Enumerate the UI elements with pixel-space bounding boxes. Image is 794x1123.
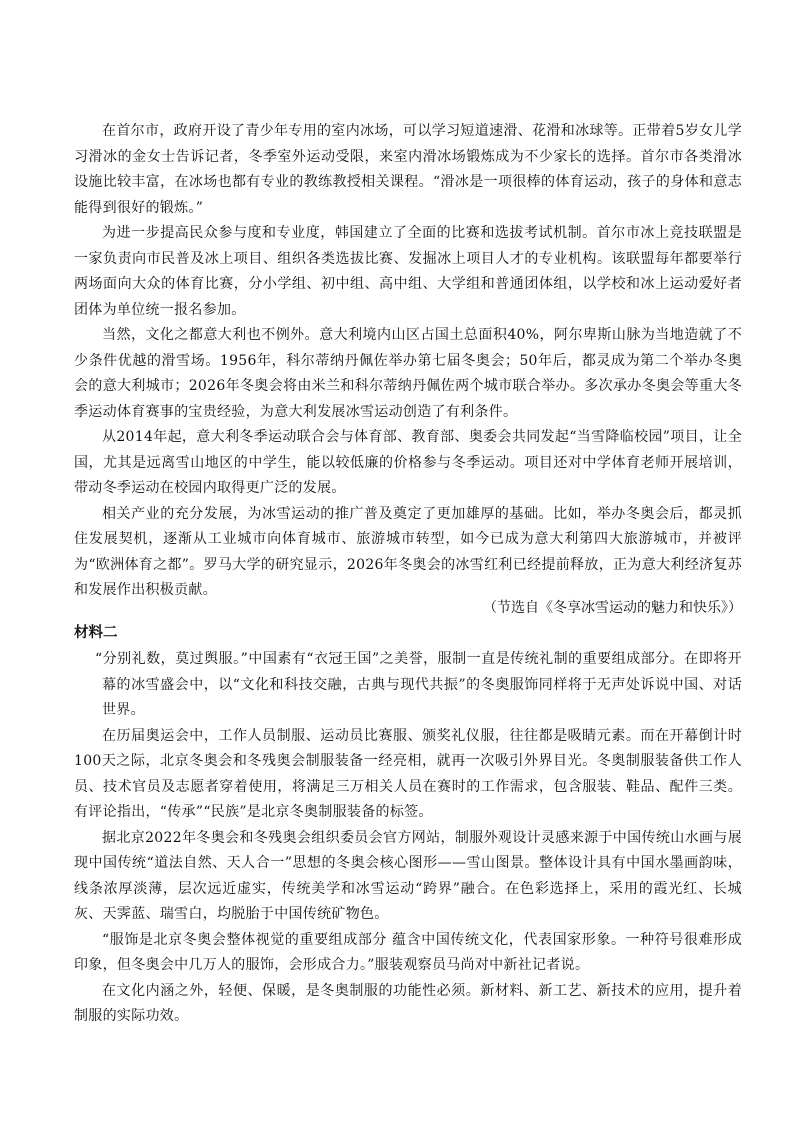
paragraph-italy-ski-resorts: 当然，文化之都意大利也不例外。意大利境内山区占国土总面积40%，阿尔卑斯山脉为当地造就了不少条件优越的滑雪场。1956年，科尔蒂纳丹佩佐举办第七届冬奥会；50年后，都灵成为第二个举办冬奥会的意大利城市；2026年冬奥会将由米兰和科尔蒂纳丹佩佐两个城市联合举办。多次承办冬奥会等重大冬季运动体育赛事的宝贵经验，为意大利发展冰雪运动创造了有利条件。: [74, 327, 742, 420]
paragraph-italy-school-program: 从2014年起，意大利冬季运动联合会与体育部、教育部、奥委会共同发起“当雪降临校园”项目，让全国，尤其是远离雪山地区的中学生，能以较低廉的价格参与冬季运动。项目还对中学体育老师开展培训，带动冬季运动在校园内取得更广泛的发展。: [74, 429, 742, 496]
paragraph-uniform-design: 据北京2022年冬奥会和冬残奥会组织委员会官方网站，制服外观设计灵感来源于中国传统山水画与展现中国传统“道法自然、天人合一”思想的冬奥会核心图形——雪山图景。整体设计具有中国水墨画韵味，线条浓厚淡薄，层次远近虚实，传统美学和冰雪运动“跨界”融合。在色彩选择上，采用的霞光红、长城灰、天霁蓝、瑞雪白，均脱胎于中国传统矿物色。: [74, 829, 742, 922]
paragraph-uniform-reveal: 在历届奥运会中，工作人员制服、运动员比赛服、颁奖礼仪服，往往都是吸睛元素。而在开幕倒计时100天之际，北京冬奥会和冬残奥会制服装备一经亮相，就再一次吸引外界目光。冬奥制服装备供工作人员、技术官员及志愿者穿着使用，将满足三万相关人员在赛时的工作需求，包含服装、鞋品、配件三类。有评论指出，“传承”“民族”是北京冬奥制服装备的标签。: [74, 727, 742, 820]
paragraph-turin-industry: 相关产业的充分发展，为冰雪运动的推广普及奠定了更加雄厚的基础。比如，举办冬奥会后，都灵抓住发展契机，逐渐从工业城市向体育城市、旅游城市转型，如今已成为意大利第四大旅游城市，并被评为“欧洲体育之都”。罗马大学的研究显示，2026年冬奥会的冰雪红利已经提前释放，正为意大利经济复苏和发展作出积极贡献。: [74, 505, 742, 598]
material-two-body: [74, 647, 742, 1030]
material-one-body: [74, 119, 742, 604]
source-citation: （节选自《冬享冰雪运动的魅力和快乐》）: [483, 600, 742, 616]
paragraph-seoul-ice-rink: 在首尔市，政府开设了青少年专用的室内冰场，可以学习短道速滑、花滑和冰球等。正带着5岁女儿学习滑冰的金女士告诉记者，冬季室外运动受限，来室内滑冰场锻炼成为不少家长的选择。首尔市各类滑冰设施比较丰富，在冰场也都有专业的教练教授相关课程。“滑冰是一项很棒的体育运动，孩子的身体和意志能得到很好的锻炼。”: [74, 123, 742, 216]
paragraph-attire-etiquette: “分别礼数，莫过舆服。”中国素有“衣冠王国”之美誉，服制一直是传统礼制的重要组成部分。在即将开幕的冰雪盛会中，以“文化和科技交融，古典与现代共振”的冬奥服饰同样将于无声处诉说中国、对话世界。: [95, 651, 742, 718]
paragraph-observer-quote: “服饰是北京冬奥会整体视觉的重要组成部分 蕴含中国传统文化，代表国家形象。一种符号很难形成印象，但冬奥会中几万人的服饰，会形成合力。”服装观察员马尚对中新社记者说。: [74, 931, 742, 973]
paragraph-uniform-function: 在文化内涵之外，轻便、保暖，是冬奥制服的功能性必须。新材料、新工艺、新技术的应用，提升着制服的实际功效。: [74, 982, 742, 1024]
section-heading-material-two: 材料二: [74, 625, 118, 641]
paragraph-korea-competition: 为进一步提高民众参与度和专业度，韩国建立了全面的比赛和选拔考试机制。首尔市冰上竞技联盟是一家负责向市民普及冰上项目、组织各类选拔比赛、发掘冰上项目人才的专业机构。该联盟每年都要举行两场面向大众的体育比赛，分小学组、初中组、高中组、大学组和普通团体组，以学校和冰上运动爱好者团体为单位统一报名参加。: [74, 225, 742, 318]
